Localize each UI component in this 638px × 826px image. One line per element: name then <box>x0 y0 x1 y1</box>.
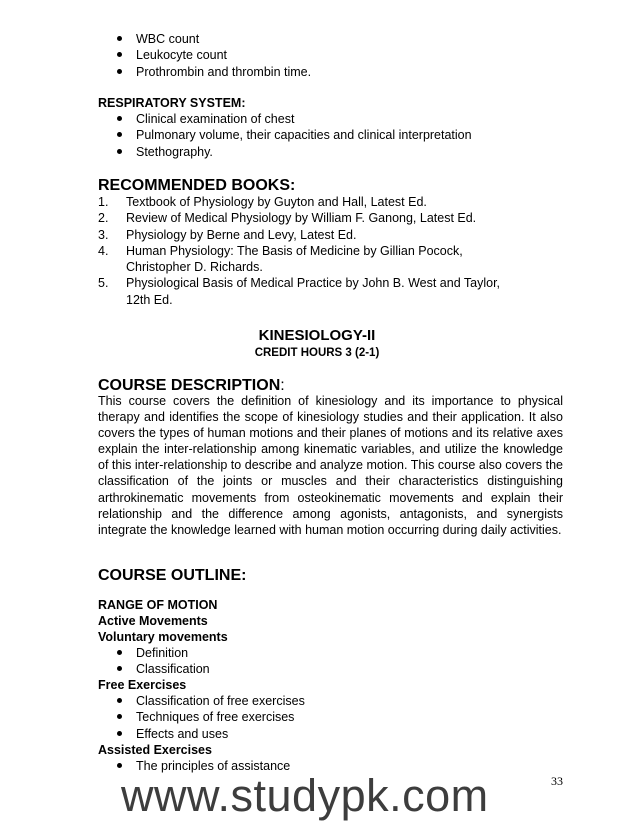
bullet-icon <box>117 731 122 736</box>
range-of-motion-heading: RANGE OF MOTION <box>98 598 218 612</box>
watermark-text: www.studypk.com <box>121 770 489 821</box>
active-movements-heading: Active Movements <box>98 614 208 628</box>
list-item: 3. Physiology by Berne and Levy, Latest Ed. <box>98 227 357 242</box>
list-item: Classification of free exercises <box>136 693 305 709</box>
bullet-icon <box>117 149 122 154</box>
list-item: 4. Human Physiology: The Basis of Medicine by Gillian Pocock, Christopher D. Richards. <box>98 243 463 275</box>
outline-heading: COURSE OUTLINE: <box>98 567 247 584</box>
books-list <box>98 194 558 308</box>
lab-test-list <box>136 31 311 80</box>
list-item: 1. Textbook of Physiology by Guyton and Hall, Latest Ed. <box>98 195 427 209</box>
bullet-icon <box>117 763 122 768</box>
list-item: Definition <box>136 645 210 661</box>
bullet-icon <box>117 36 122 41</box>
list-item: Pulmonary volume, their capacities and clinical interpretation <box>136 127 472 143</box>
list-item: Prothrombin and thrombin time. <box>136 64 311 80</box>
voluntary-movements-heading: Voluntary movements <box>98 630 228 644</box>
list-item: WBC count <box>136 31 311 47</box>
list-item: The principles of assistance <box>136 758 290 774</box>
list-item: Stethography. <box>136 144 472 160</box>
free-exercises-list <box>136 693 305 742</box>
respiratory-list <box>136 111 472 160</box>
course-title: KINESIOLOGY-II <box>258 327 376 344</box>
list-item: Clinical examination of chest <box>136 111 472 127</box>
free-exercises-heading: Free Exercises <box>98 678 187 692</box>
list-item: 2. Review of Medical Physiology by William F. Ganong, Latest Ed. <box>98 211 477 226</box>
list-item: 5. Physiological Basis of Medical Practice by John B. West and Taylor, 12th Ed. <box>98 276 501 307</box>
list-item: Effects and uses <box>136 726 305 742</box>
list-item: Leukocyte count <box>136 47 311 63</box>
assisted-exercises-heading: Assisted Exercises <box>98 743 212 757</box>
description-heading: COURSE DESCRIPTION: <box>98 377 285 394</box>
bullet-icon <box>117 666 122 671</box>
bullet-icon <box>117 116 122 121</box>
bullet-icon <box>117 69 122 74</box>
list-item: Techniques of free exercises <box>136 709 305 725</box>
list-item: Classification <box>136 661 210 677</box>
bullet-icon <box>117 52 122 57</box>
bullet-icon <box>117 698 122 703</box>
page-number: 33 <box>551 774 563 788</box>
bullet-icon <box>117 132 122 137</box>
voluntary-list <box>136 645 210 678</box>
books-heading: RECOMMENDED BOOKS: <box>98 177 296 194</box>
respiratory-heading: RESPIRATORY SYSTEM: <box>98 96 246 110</box>
bullet-icon <box>117 650 122 655</box>
bullet-icon <box>117 714 122 719</box>
credit-hours: CREDIT HOURS 3 (2-1) <box>254 347 380 359</box>
description-paragraph: This course covers the definition of kinesiology and its importance to physical therapy and identifies the scope of kinesiology studies and their application. It also covers the types of human motions and their planes of motions and its relative axes explain the inter-relationship among kinematic variables, and utilize the knowledge of this inter-relationship to describe and analyze motion. This course also covers the classification of the joints or muscles and their characteristics distinguishing arthrokinematic movements from osteokinematic movements and explain their relationship and the difference among agonists, antagonists, and synergists integrate the knowledge learned with human motion occurring during daily activities. <box>98 394 563 537</box>
